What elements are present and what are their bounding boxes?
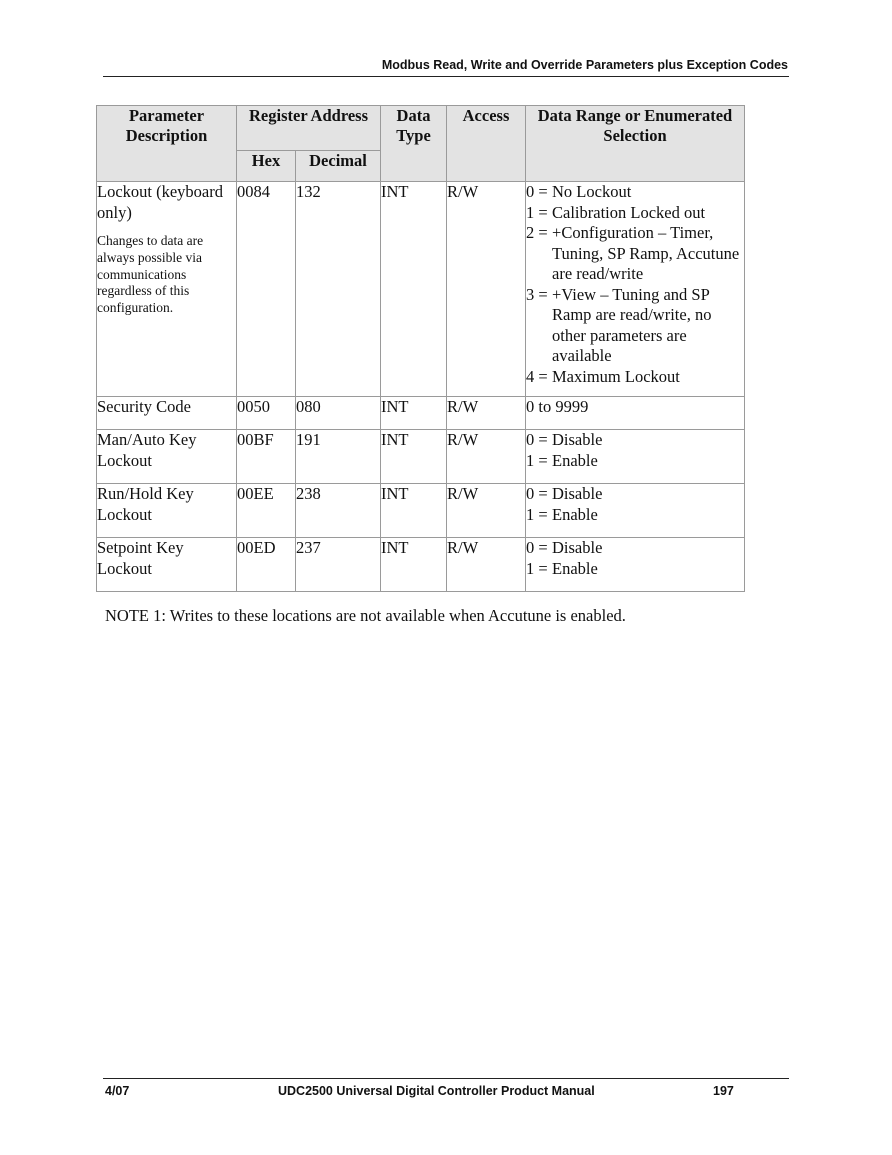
range-item: 1 = Calibration Locked out bbox=[526, 202, 706, 222]
access-cell: R/W bbox=[447, 397, 526, 430]
table-row bbox=[97, 430, 745, 484]
access-cell: R/W bbox=[447, 430, 526, 484]
type-cell: INT bbox=[381, 430, 447, 484]
footer-divider bbox=[103, 1078, 789, 1079]
modbus-parameter-table bbox=[96, 105, 745, 592]
range-cell bbox=[526, 430, 745, 484]
header-divider bbox=[103, 76, 789, 77]
header-register-address: Register Address bbox=[237, 106, 381, 151]
table-header bbox=[97, 106, 745, 182]
param-name: Run/Hold Key Lockout bbox=[97, 484, 237, 538]
range-item: 3 = +View – Tuning and SP Ramp are read/write, no other parameters are available bbox=[526, 284, 712, 365]
range-item: 2 = +Configuration – Timer, Tuning, SP Ramp, Accutune are read/write bbox=[526, 223, 740, 283]
decimal-cell: 237 bbox=[296, 538, 381, 592]
param-name: Setpoint Key Lockout bbox=[97, 538, 237, 592]
page-number: 197 bbox=[713, 1084, 734, 1098]
header-data-range: Data Range or Enumerated Selection bbox=[526, 106, 745, 182]
footer-date: 4/07 bbox=[105, 1084, 130, 1098]
header-access: Access bbox=[447, 106, 526, 182]
range-cell: 0 to 9999 bbox=[526, 397, 745, 430]
range-item: 0 = Disable bbox=[526, 430, 603, 449]
param-note: Changes to data are always possible via communications regardless of this configuration. bbox=[97, 233, 204, 316]
footer-manual-title: UDC2500 Universal Digital Controller Product Manual bbox=[278, 1084, 595, 1098]
range-item: 4 = Maximum Lockout bbox=[526, 366, 680, 386]
range-item: 0 = No Lockout bbox=[526, 182, 632, 201]
decimal-cell: 191 bbox=[296, 430, 381, 484]
type-cell: INT bbox=[381, 182, 447, 397]
param-name: Man/Auto Key Lockout bbox=[97, 430, 237, 484]
header-hex: Hex bbox=[237, 151, 296, 182]
access-cell: R/W bbox=[447, 484, 526, 538]
range-cell bbox=[526, 182, 745, 397]
decimal-cell: 238 bbox=[296, 484, 381, 538]
range-item: 1 = Enable bbox=[526, 558, 598, 578]
header-data-type: Data Type bbox=[381, 106, 447, 182]
range-item: 0 = Disable bbox=[526, 538, 603, 557]
range-cell bbox=[526, 538, 745, 592]
range-item: 1 = Enable bbox=[526, 450, 598, 470]
param-cell bbox=[97, 182, 237, 397]
header-decimal: Decimal bbox=[296, 151, 381, 182]
range-item: 0 = Disable bbox=[526, 484, 603, 503]
hex-cell: 00BF bbox=[237, 430, 296, 484]
param-name: Lockout (keyboard only) bbox=[97, 182, 223, 222]
access-cell: R/W bbox=[447, 538, 526, 592]
table-row bbox=[97, 538, 745, 592]
hex-cell: 00ED bbox=[237, 538, 296, 592]
table-note: NOTE 1: Writes to these locations are not available when Accutune is enabled. bbox=[105, 606, 626, 625]
table-row bbox=[97, 484, 745, 538]
hex-cell: 0084 bbox=[237, 182, 296, 397]
running-header: Modbus Read, Write and Override Parameters plus Exception Codes bbox=[381, 58, 788, 72]
decimal-cell: 080 bbox=[296, 397, 381, 430]
range-item: 1 = Enable bbox=[526, 504, 598, 524]
header-param-description: Parameter Description bbox=[97, 106, 237, 182]
type-cell: INT bbox=[381, 397, 447, 430]
table-row bbox=[97, 397, 745, 430]
param-name: Security Code bbox=[97, 397, 237, 430]
decimal-cell: 132 bbox=[296, 182, 381, 397]
range-cell bbox=[526, 484, 745, 538]
hex-cell: 00EE bbox=[237, 484, 296, 538]
type-cell: INT bbox=[381, 484, 447, 538]
type-cell: INT bbox=[381, 538, 447, 592]
access-cell: R/W bbox=[447, 182, 526, 397]
table-row bbox=[97, 182, 745, 397]
hex-cell: 0050 bbox=[237, 397, 296, 430]
